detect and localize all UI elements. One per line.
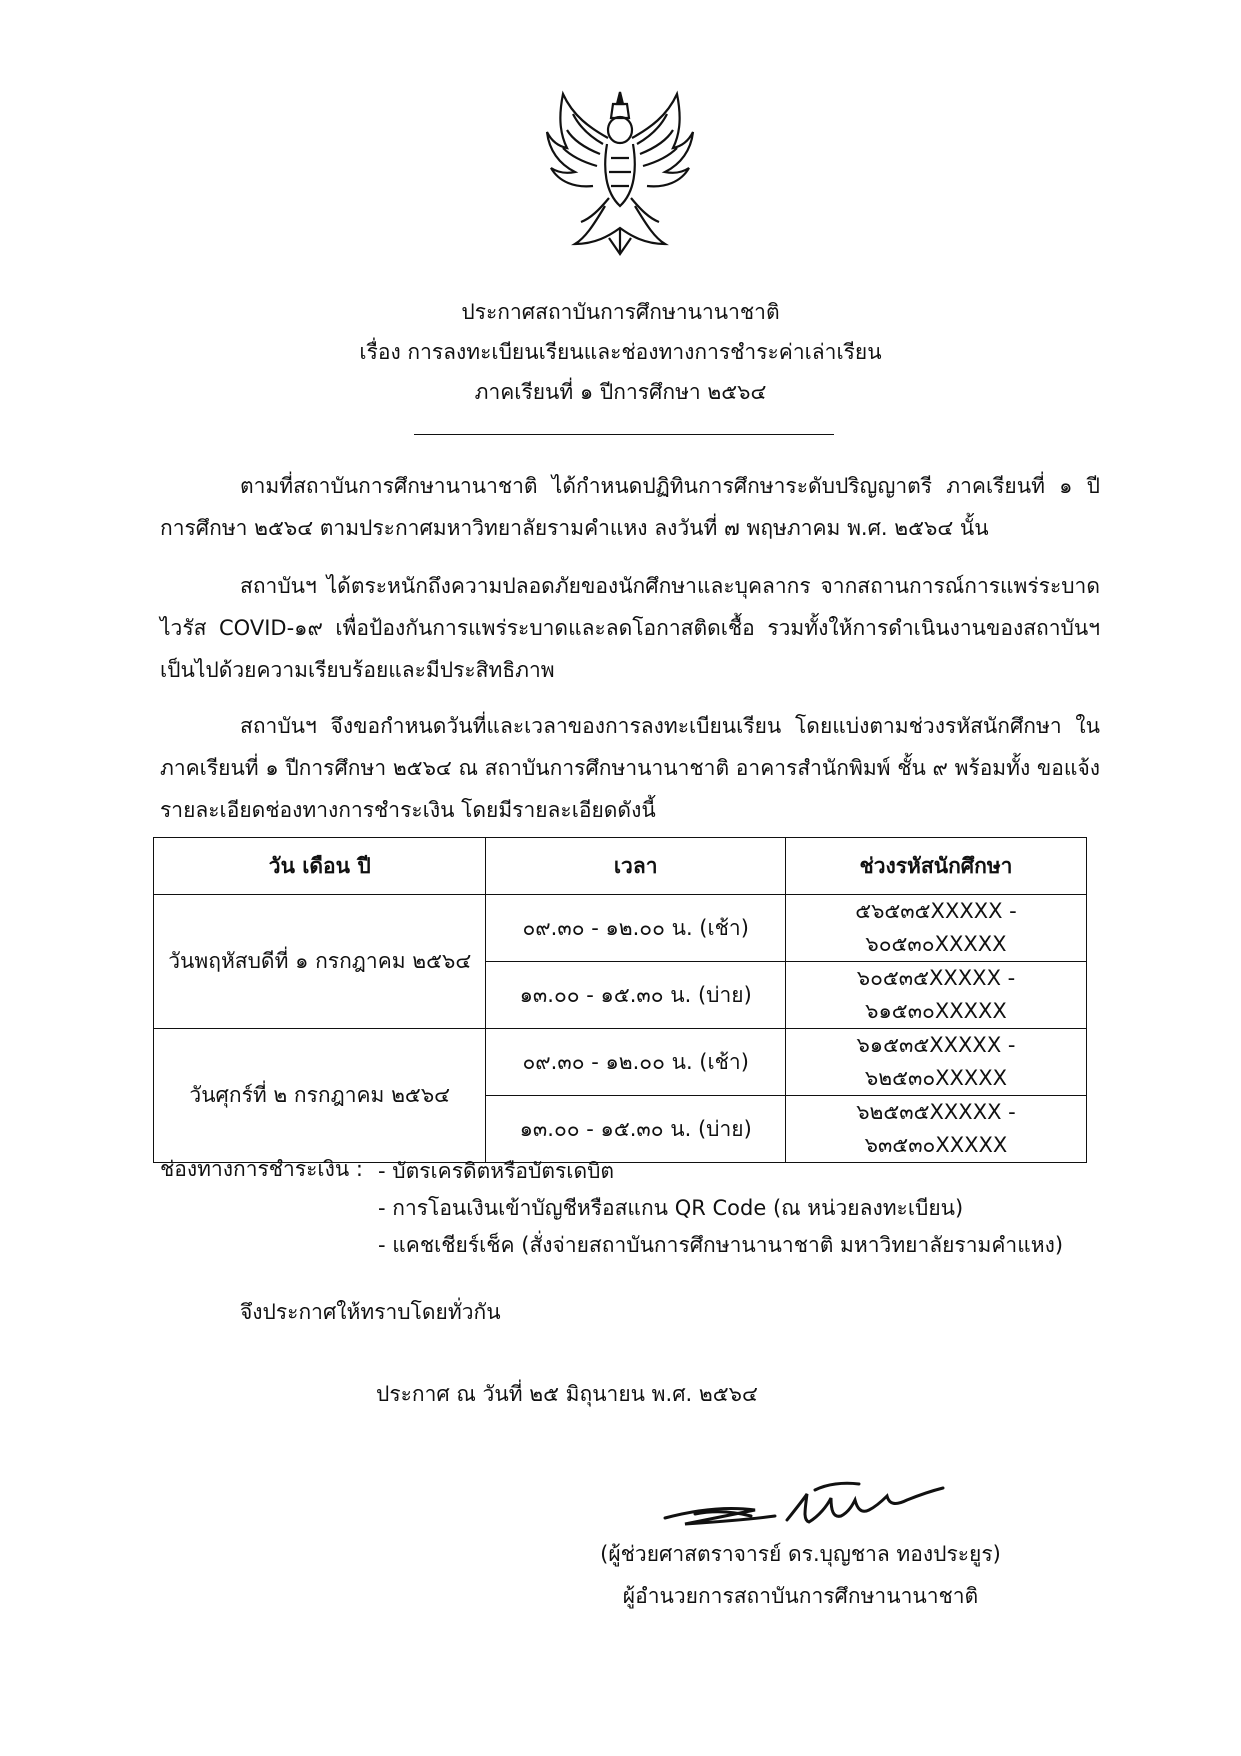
payment-label: ช่องทางการชำระเงิน : (160, 1157, 363, 1181)
time-cell: ๐๙.๓๐ - ๑๒.๐๐ น. (เช้า) (486, 1029, 786, 1096)
time-cell: ๑๓.๐๐ - ๑๕.๓๐ น. (บ่าย) (486, 1096, 786, 1163)
date-cell: วันศุกร์ที่ ๒ กรกฎาคม ๒๕๖๔ (154, 1029, 486, 1163)
id-range-cell: ๕๖๕๓๕XXXXX - ๖๐๕๓๐XXXXX (785, 895, 1086, 962)
paragraph-1: ตามที่สถาบันการศึกษานานาชาติ ได้กำหนดปฏิทินการศึกษาระดับปริญญาตรี ภาคเรียนที่ ๑ ปีการศึกษา ๒๕๖๔ ตามประกาศมหาวิทยาลัยรามคำแหง ลงวันที่ ๗ พฤษภาคม พ.ศ. ๒๕๖๔ นั้น (160, 474, 1100, 540)
date-cell: วันพฤหัสบดีที่ ๑ กรกฎาคม ๒๕๖๔ (154, 895, 486, 1029)
signer-title: ผู้อำนวยการสถาบันการศึกษานานาชาติ (622, 1584, 979, 1608)
signer-name: (ผู้ช่วยศาสตราจารย์ ดร.บุญชาล ทองประยูร) (600, 1542, 1001, 1566)
table-row (154, 895, 1087, 962)
id-range-cell: ๖๐๕๓๕XXXXX - ๖๑๕๓๐XXXXX (785, 962, 1086, 1029)
header-date: วัน เดือน ปี (154, 838, 486, 895)
paragraph-3: สถาบันฯ จึงขอกำหนดวันที่และเวลาของการลงทะเบียนเรียน โดยแบ่งตามช่วงรหัสนักศึกษา ในภาคเรียนที่ ๑ ปีการศึกษา ๒๕๖๔ ณ สถาบันการศึกษานานาชาติ อาคารสำนักพิมพ์ ชั้น ๙ พร้อมทั้ง ขอแจ้งรายละเอียดช่องทางการชำระเงิน โดยมีรายละเอียดดังนี้ (160, 714, 1100, 822)
table-header-row (154, 838, 1087, 895)
id-range-cell: ๖๒๕๓๕XXXXX - ๖๓๕๓๐XXXXX (785, 1096, 1086, 1163)
time-cell: ๐๙.๓๐ - ๑๒.๐๐ น. (เช้า) (486, 895, 786, 962)
table-row (154, 1029, 1087, 1096)
payment-methods-list (378, 1153, 1063, 1264)
payment-method-item: - การโอนเงินเข้าบัญชีหรือสแกน QR Code (ณ หน่วยลงทะเบียน) (378, 1196, 964, 1220)
announcement-date: ประกาศ ณ วันที่ ๒๕ มิถุนายน พ.ศ. ๒๕๖๔ (376, 1382, 758, 1406)
payment-method-item: - แคชเชียร์เช็ค (สั่งจ่ายสถาบันการศึกษานานาชาติ มหาวิทยาลัยรามคำแหง) (378, 1233, 1064, 1257)
semester-line: ภาคเรียนที่ ๑ ปีการศึกษา ๒๕๖๔ (474, 380, 767, 404)
registration-schedule-table (153, 837, 1087, 1163)
garuda-emblem-icon (545, 88, 695, 258)
announcement-heading: ประกาศสถาบันการศึกษานานาชาติ (461, 300, 780, 324)
paragraph-2: สถาบันฯ ได้ตระหนักถึงความปลอดภัยของนักศึกษาและบุคลากร จากสถานการณ์การแพร่ระบาด ไวรัส COVID-๑๙ เพื่อป้องกันการแพร่ระบาดและลดโอกาสติดเชื้อ รวมทั้งให้การดำเนินงานของสถาบันฯ เป็นไปด้วยความเรียบร้อยและมีประสิทธิภาพ (160, 574, 1100, 682)
id-range-cell: ๖๑๕๓๕XXXXX - ๖๒๕๓๐XXXXX (785, 1029, 1086, 1096)
subject-line: เรื่อง การลงทะเบียนเรียนและช่องทางการชำระค่าเล่าเรียน (359, 340, 882, 364)
header-time: เวลา (486, 838, 786, 895)
payment-method-item: - บัตรเครดิตหรือบัตรเดบิต (378, 1159, 615, 1183)
handwritten-signature (655, 1470, 955, 1540)
closing-statement: จึงประกาศให้ทราบโดยทั่วกัน (240, 1300, 501, 1324)
header-student-id-range: ช่วงรหัสนักศึกษา (785, 838, 1086, 895)
heading-divider (414, 434, 834, 435)
time-cell: ๑๓.๐๐ - ๑๕.๓๐ น. (บ่าย) (486, 962, 786, 1029)
